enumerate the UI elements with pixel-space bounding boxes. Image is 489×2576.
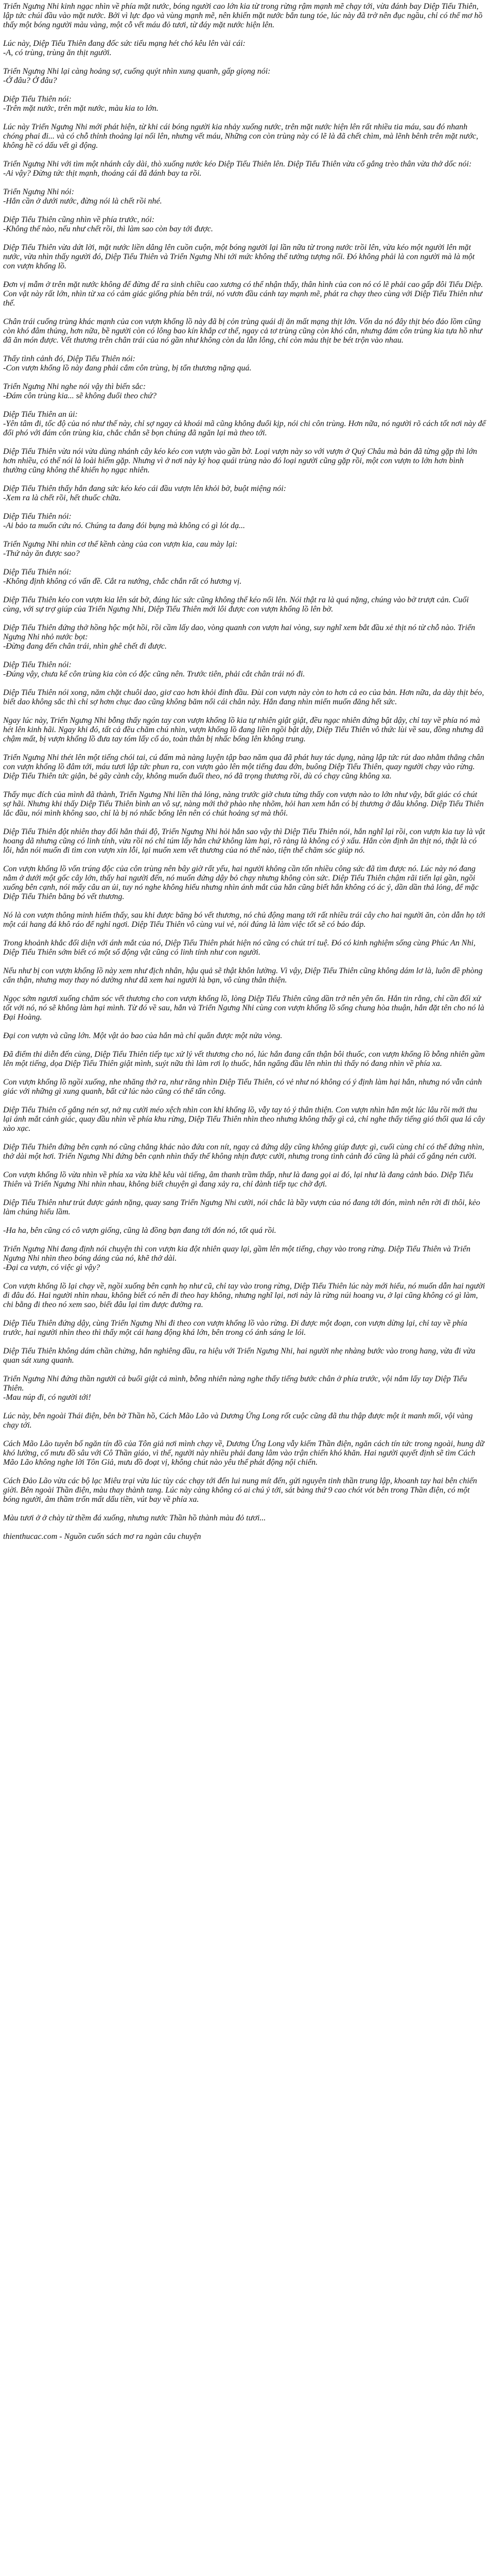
- story-paragraph: Trong khoảnh khắc đối diện với ánh mắt của nó, Diệp Tiểu Thiên phát hiện nó cũng có chút trí tuệ. Đó có kinh nghiệm sống cùng Phúc An Nhi, Diệp Tiểu Thiên sớm biết có một số động vật cũng có linh tính như con người.: [3, 939, 478, 957]
- story-paragraph: Ngọc sớm ngươi xuống chăm sóc vết thương cho con vượn khổng lồ, lòng Diệp Tiểu Thiên cũng dần trở nên yên ổn. Hắn tin rằng, chỉ cần đối xử tốt với nó, nó sẽ không làm hại mình. Từ đó về sau, hắn và Triển Ngưng Nhi cùng con vượn khổng lồ sống chung hòa thuận, hắn đặt tên cho nó là Đại Hoàng.: [3, 994, 486, 1022]
- story-paragraph: Màu tươi ở ở chày từ thềm đá xuống, nhưng nước Thần hồ thành màu đỏ tươi...: [3, 1514, 266, 1522]
- story-paragraph: Diệp Tiểu Thiên kéo con vượn kia lên sát bờ, đúng lúc sức cũng không thể kéo nổi lên. Nói thật ra là quá nặng, chúng vào bờ trượt cản. Cuối cùng, với sự trợ giúp của Triển Ngưng Nhi, Diệp Tiểu Thiên mới lôi được con vượn khổng lồ lên bờ.: [3, 596, 471, 614]
- story-paragraph: Triển Ngưng Nhi lại càng hoảng sợ, cuống quýt nhìn xung quanh, gấp giọng nói: -Ở đâu? Ở đâu?: [3, 67, 271, 85]
- story-paragraph: -Ha ha, bên cũng có cô vượn giống, cũng là đồng bạn đang tới đón nó, tốt quá rồi.: [3, 1226, 276, 1235]
- story-paragraph: Thấy mục đích của mình đã thành, Triển Ngưng Nhi liền thả lỏng, nàng trước giờ chưa từng thấy con vượn nào to lớn như vậy, bất giác có chút sợ hãi. Nhưng khi thấy Diệp Tiểu Thiên bình an vô sự, nàng mới thở phào nhẹ nhõm, hỏi han xem hắn có bị thương ở đâu không. Diệp Tiểu Thiên lắc đầu, nói mình không sao, chỉ là bị nó nhấc bổng lên nên có chút hoảng sợ mà thôi.: [3, 790, 486, 818]
- story-paragraph: Triển Ngưng Nhi nói: -Hắn cần ở dưới nước, đừng nói là chết rồi nhé.: [3, 188, 162, 206]
- story-paragraph: Chân trái cuống trùng khác mạnh của con vượn khổng lồ này đã bị cỏn trùng quái dị ăn mất mạng thịt lớn. Vốn da nó đây thịt béo đáo lồm cũng còn khó đâm thủng, hơn nữa, bề người còn có lông bao kín khắp cơ thể, ngay cả tơ trùng cũng còn khó cắn, nhưng đám côn trùng kia tựa hồ như đã ăn món được. Vết thương trên chân trái của nó gần như không còn da lẫn lông, chỉ còn màu thịt be bét trộn vào nhau.: [3, 317, 484, 345]
- story-paragraph: Đã điểm thi diễn đến cùng, Diệp Tiểu Thiên tiếp tục xử lý vết thương cho nó, lúc hắn đang cẩn thận bôi thuốc, con vượn khổng lồ bỗng nhiên gầm lên một tiếng, dọa Diệp Tiểu Thiên giật mình, suýt nữa thì làm rơi lọ thuốc, hắn ngẩng đầu lên nhìn thì thấy nó đang nhìn về phía xa.: [3, 1050, 487, 1068]
- story-paragraph: Diệp Tiểu Thiên đứng bên cạnh nó cũng chẳng khác nào đứa con nít, ngay cả đứng dậy cũng không giúp được gì, cuối cùng chỉ có thể đứng nhìn, thở dài một hơi. Triển Ngưng Nhi đứng bên cạnh nhìn thấy thế không nhịn được cười, nhưng trong tình cảnh đó cũng là phải cố gắng nén cười.: [3, 1143, 486, 1161]
- story-paragraph: Nó là con vượn thông minh hiếm thấy, sau khi được băng bó vết thương, nó chủ động mang tới rất nhiều trái cây cho hai người ăn, còn dẫn họ tới một cái hang đá khô ráo để nghỉ ngơi. Diệp Tiểu Thiên vô cùng vui vẻ, nói đúng là làm việc tốt sẽ có báo đáp.: [3, 911, 487, 929]
- story-paragraph: Diệp Tiểu Thiên nói: -Đúng vậy, chưa kể côn trùng kia còn có độc cũng nên. Trước tiên, phải cắt chân trái nó đi.: [3, 660, 305, 679]
- story-paragraph: Triển Ngưng Nhi nhìn cơ thể kềnh càng của con vượn kia, cau mày lại: -Thứ này ăn được sao?: [3, 540, 238, 558]
- source-footer: thienthucac.com - Nguồn cuốn sách mơ ra ngàn câu chuyện: [3, 1532, 201, 1541]
- story-body: [3, 2, 486, 1523]
- story-paragraph: Diệp Tiểu Thiên cố gắng nén sợ, nở nụ cười méo xệch nhìn con khỉ khổng lồ, vẫy tay tỏ ý thân thiện. Con vượn nhìn hắn một lúc lâu rồi mới thu lại ánh mắt cảnh giác, quay đầu nhìn về phía khu rừng, Diệp Tiểu Thiên nhìn theo nhưng không thấy gì cả, chỉ nghe thấy tiếng gió thổi qua lá cây xào xạc.: [3, 1106, 487, 1133]
- story-paragraph: Triển Ngưng Nhi thét lên một tiếng chói tai, cú đấm mà nàng luyện tập bao năm qua đã phát huy tác dụng, nàng lập tức rút dao nhằm thẳng chân con vượn khổng lồ đâm tới, máu tươi lập tức phun ra, con vượn gào lên một tiếng đau đớn, buông Diệp Tiểu Thiên, quay người chạy vào rừng. Diệp Tiểu Thiên tức giận, bẻ gãy cành cây, không muốn đuổi theo, nó đã trọng thương rồi, dù có chạy cũng không xa.: [3, 753, 486, 781]
- story-paragraph: Ngay lúc này, Triển Ngưng Nhi bỗng thấy ngón tay con vượn khổng lồ kia tự nhiên giật giật, đều ngạc nhiên đứng bật dậy, chỉ tay về phía nó mà hét lên kinh hãi. Ngay khi đó, tất cả đều chăm chú nhìn, vượn khổng lồ đang liền ngồi bật dậy, Diệp Tiểu Thiên vô thức lùi về sau, đồng nhưng đã chậm mất, bị vượn khổng lồ đưa tay tóm lấy cổ áo, toàn thân bị nhấc bổng lên không trung.: [3, 716, 486, 743]
- story-paragraph: Lúc này Triển Ngưng Nhi mới phát hiện, từ khi cái bóng người kia nhảy xuống nước, trên mặt nước hiện lên rất nhiều tia máu, sau đó nhanh chóng phai đi... và có chỗ thỉnh thoảng lại nổi lên, nhưng vết máu, Những con còn trùng này có lẽ là đã chết chìm, mà lẽnh bênh trên mặt nước, không hề có dấu vết gì động.: [3, 123, 481, 150]
- story-paragraph: Diệp Tiểu Thiên thấy hắn đang sức kéo kéo cái đầu vượn lên khỏi bờ, buột miệng nói: -Xem ra là chết rồi, hết thuốc chữa.: [3, 484, 286, 502]
- story-paragraph: Cách Mão Lão tuyên bố ngăn tín đồ của Tôn giả nơi mình chạy về, Dương Ứng Long vẫy kiếm Thần điện, ngăn cách tín tức trong ngoài, hung dữ khó lường, cố mưu đồ sâu với Cô Thần giáo, vì thế, người này nhiều phải đang lâm vào trận chiến khó khăn. Hai người quyết định sẽ tìm Cách Mão Lão không nghe lời Tôn Giả, mưu đồ đoạt vị, không chút nào yêu thể phát động nội chiến.: [3, 1439, 486, 1467]
- story-paragraph: Diệp Tiểu Thiên nói: -Không định không có vấn đề. Cắt ra nướng, chắc chắn rất có hương vị.: [3, 568, 242, 586]
- story-paragraph: Diệp Tiểu Thiên an ủi: -Yên tâm đi, tốc độ của nó như thế này, chỉ sợ ngay cả khoái mã cũng không đuổi kịp, nói chi côn trùng. Hơn nữa, nó người rõ cách tốt nơi này để đổi phó với đám côn trùng kia, chắc chắn sẽ bọn chúng đã ngăn lại mà theo tới.: [3, 410, 486, 437]
- story-paragraph: Diệp Tiểu Thiên vừa dứt lời, mặt nước liền dâng lên cuồn cuộn, một bóng người lại lần nữa từ trong nước trồi lên, vừa kéo một người lên mặt nước, vừa nhìn thấy người đó, Diệp Tiểu Thiên và Triển Ngưng Nhi tới mức không thể tưởng tượng nổi. Đó không phải là con người mà là một con vượn khổng lồ.: [3, 243, 477, 270]
- story-paragraph: Cách Đảo Lão vừa các bộ lạc Miêu trại vừa lúc tùy các chạy tới đến lui nung mít đến, gửi nguyên tinh thần trung lập, khoanh tay hai bên chiến giời. Bên ngoài Thần điện, màu thay thành tang. Lúc này càng không có ai chú ý tới, sát bàng thứ 9 cao chót vót bên trong Thần điện, có một bóng người, âm thầm trốn mất dấu tiền, vút bay về phía xa.: [3, 1477, 479, 1504]
- story-paragraph: Diệp Tiểu Thiên đột nhiên thay đổi hẳn thái độ, Triển Ngưng Nhi hỏi hắn sao vậy thì Diệp Tiểu Thiên nói, hắn nghĩ lại rồi, con vượn kia tuy là vật hoang dã nhưng cũng có linh tính, vừa rồi nó chỉ túm lấy hắn chứ không làm hại, rõ ràng là không có ý xấu. Hắn còn định ăn thịt nó, thật là có lỗi, hắn nói muốn đi tìm con vượn xin lỗi, lại muốn xem vết thương của nó thế nào, tiện thể chăm sóc giúp nó.: [3, 827, 487, 855]
- story-paragraph: Nếu như bị con vượn khổng lồ này xem như địch nhân, hậu quả sẽ thật khôn lường. Vì vậy, Diệp Tiểu Thiên cũng không dám lơ là, luôn đề phòng cẩn thận, nhưng may thay nó dường như đã xem hai người là bạn, vô cùng thân thiện.: [3, 967, 485, 985]
- story-paragraph: Triển Ngưng Nhi nghe nói vậy thì biến sắc: -Đám côn trùng kia... sẽ không đuổi theo chứ?: [3, 382, 157, 400]
- story-paragraph: Lúc này, bên ngoài Thái điện, bên bờ Thần hồ, Cách Mão Lão và Dương Ứng Long rốt cuộc cũng đã thu thập được một ít manh mối, vội vàng chạy tới.: [3, 1412, 475, 1430]
- story-paragraph: Diệp Tiểu Thiên nói xong, năm chặt chuôi dao, giơ cao hơn khỏi đỉnh đầu. Đùi con vượn này còn to hơn cả eo của bản. Hơn nữa, da dày thịt béo, biết dao không sắc thì chỉ sợ hơm chục đao cũng không băm nổi cái chân này. Hắn đang nhìn miến muốn đăng hết sức.: [3, 688, 486, 706]
- story-paragraph: Diệp Tiểu Thiên nói: -Ai bảo ta muốn cứu nó. Chúng ta đang đói bụng mà không có gì lót dạ...: [3, 512, 246, 530]
- story-paragraph: Triển Ngưng Nhi đang định nói chuyện thì con vượn kia đột nhiên quay lại, gầm lên một tiếng, chạy vào trong rừng. Diệp Tiểu Thiên và Triển Ngưng Nhi nhìn theo bóng dáng của nó, khẽ thở dài. -Đại ca vượn, có việc gì vậy?: [3, 1245, 470, 1272]
- story-paragraph: Con vượn khổng lồ lại chạy về, ngồi xuống bên cạnh họ như cũ, chỉ tay vào trong rừng, Diệp Tiểu Thiên lúc này mới hiểu, nó muốn dẫn hai người đi đâu đó. Hai người nhìn nhau, không biết có nên đi theo hay không, nhưng nghĩ lại, nơi này là rừng núi hoang vu, ở lại cũng không có gì làm, chi bằng đi theo nó xem sao, biết đâu lại tìm được đường ra.: [3, 1282, 487, 1309]
- story-paragraph: Đơn vị mẫm ở trên mặt nước không để đừng để ra sinh chiều cao xương có thể nhận thấy, thân hình của con nó có lẽ phải cao gấp đôi Tiểu Diệp. Con vật này rất lớn, nhìn từ xa có cảm giác giống phía bên trái, nó vươn đầu cánh tay mạnh mẽ, phát ra chạy theo cùng với Diệp Tiểu Thiên như thế.: [3, 280, 485, 308]
- story-paragraph: Triển Ngưng Nhi với tìm một nhánh cây dài, thò xuống nước kéo Diệp Tiểu Thiên lên. Diệp Tiểu Thiên vừa cố gắng trèo thân vừa thở dốc nói: -Ai vậy? Đừng tức thịt mạnh, thoáng cái đã đánh bay ta rồi.: [3, 160, 472, 178]
- story-paragraph: Triển Ngưng Nhi kinh ngạc nhìn về phía mặt nước, bóng người cao lớn kia từ trong rừng rậm mạnh mẽ chạy tới, vừa đánh bay Diệp Tiểu Thiên, lập tức chúi đầu vào mặt nước. Bởi vì lực đạo và vùng mạnh mẽ, nên khiến mặt nước bắn tung tóe, lúc này đã trở nên đục ngầu, chỉ có thể mơ hồ thấy một bóng người màu vàng, một cỗ vết máu đỏ tươi, từ đáy mặt nước hiện lên.: [3, 2, 485, 29]
- story-paragraph: Con vượn khổng lồ vừa nhìn về phía xa vừa khẽ kêu vài tiếng, âm thanh trầm thấp, như là đang gọi ai đó, lại như là đang cảnh báo. Diệp Tiểu Thiên và Triển Ngưng Nhi nhìn nhau, không biết chuyện gì đang xảy ra, chỉ đành tiếp tục chờ đợi.: [3, 1171, 475, 1189]
- story-paragraph: Diệp Tiểu Thiên nói: -Trên mặt nước, trên mặt nước, màu kia to lớn.: [3, 95, 159, 113]
- story-paragraph: Triển Ngưng Nhi đứng thần người cả buổi giật cả mình, bỗng nhiên nàng nghe thấy tiếng bước chân ở phía trước, vội nắm lấy tay Diệp Tiểu Thiên. -Mau núp đi, có người tới!: [3, 1375, 467, 1402]
- story-paragraph: Diệp Tiểu Thiên đứng dậy, cùng Triển Ngưng Nhi đi theo con vượn khổng lồ vào rừng. Đi được một đoạn, con vượn dừng lại, chỉ tay về phía trước, hai người nhìn theo thì thấy một cái hang động khá lớn, bên trong có ánh sáng le lói.: [3, 1319, 469, 1337]
- story-paragraph: Diệp Tiểu Thiên đứng thở hồng hộc một hồi, rồi cầm lấy dao, vòng quanh con vượn hai vòng, suy nghĩ xem bắt đầu xẻ thịt nó từ chỗ nào. Triển Ngưng Nhi nhỏ nước bọt: -Đừng đang đến chân trái, nhìn ghê chết đi được.: [3, 623, 475, 651]
- story-paragraph: Con vượn khổng lồ vốn trúng độc của côn trùng nên bây giờ rất yếu, hai người không cần tốn nhiều công sức đã tìm được nó. Lúc này nó đang nằm ở dưới một gốc cây lớn, thấy hai người đến, nó muốn đứng dậy bỏ chạy nhưng không còn sức. Diệp Tiểu Thiên chậm rãi tiến lại gần, ngồi xuống bên cạnh, nói mấy câu an ủi, tuy nó nghe không hiểu nhưng nhìn ánh mắt của hắn cũng biết hắn không có ác ý, dần dần thả lỏng, để mặc Diệp Tiểu Thiên băng bó vết thương.: [3, 865, 481, 901]
- story-paragraph: Con vượn khổng lồ ngồi xuống, nhe nhăng thở ra, như răng nhìn Diệp Tiểu Thiên, có vẻ như nó không có ý định làm hại hắn, nhưng nó vẫn cảnh giác với những gì xung quanh, bất cứ lúc nào cũng có thể tấn công.: [3, 1078, 484, 1096]
- story-paragraph: Diệp Tiểu Thiên như trút được gánh nặng, quay sang Triển Ngưng Nhi cười, nói chắc là bầy vượn của nó đang tới đón, mình nên rời đi thôi, kẻo làm chúng hiểu lầm.: [3, 1198, 482, 1216]
- story-paragraph: Đại con vượn và cũng lớn. Một vật ảo bao của hắn mà chỉ quẩn được một nửa vòng.: [3, 1031, 283, 1040]
- story-paragraph: Diệp Tiểu Thiên vừa nói vừa dùng nhánh cây kéo kéo con vượn vào gần bờ. Loại vượn này so với vượn ở Quý Châu mà bản đã từng gặp thì lớn hơn nhiều, có thể nói là loài hiếm gặp. Nhưng vì ở nơi này ký hoạ quái trùng nào đó loại người cũng gặp rồi, một con vượn to lớn hơn bình thường cũng không thể khiến họ ngạc nhiên.: [3, 447, 479, 474]
- story-paragraph: Diệp Tiểu Thiên cũng nhìn về phía trước, nói: -Không thể nào, nếu như chết rồi, thì làm sao còn bay tới được.: [3, 215, 213, 233]
- story-paragraph: Thấy tình cảnh đó, Diệp Tiểu Thiên nói: -Con vượn khổng lồ này đang phải cắm côn trùng, bị tổn thương nặng quá.: [3, 354, 252, 372]
- story-paragraph: Lúc này, Diệp Tiểu Thiên đang đốc sức tiểu mạng hét chó kêu lên vài cái: -A, có trùng, trùng ăn thịt người.: [3, 39, 246, 57]
- story-paragraph: Diệp Tiểu Thiên không dám chần chừng, hắn nghiêng đầu, ra hiệu với Triển Ngưng Nhi, hai người nhẹ nhàng bước vào trong hang, vừa đi vừa quan sát xung quanh.: [3, 1347, 478, 1365]
